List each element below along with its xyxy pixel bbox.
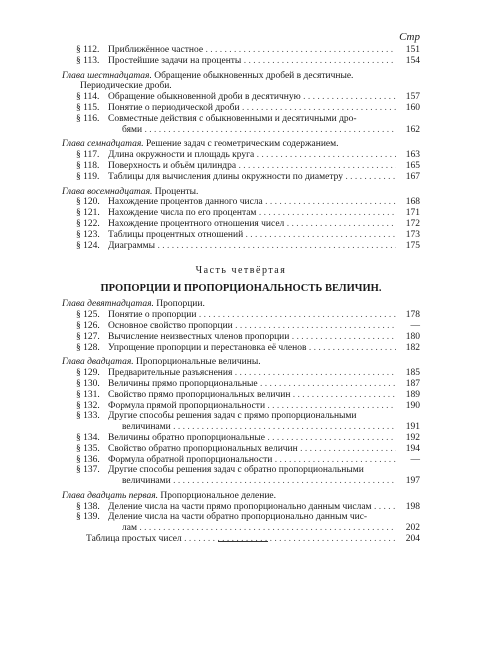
toc-entry-continuation: [62, 523, 420, 534]
toc-entry: [62, 379, 420, 390]
page-number: 189: [405, 389, 420, 400]
toc-entry: [62, 534, 420, 545]
section-title: Предварительные разъяснения . . .: [108, 368, 396, 379]
section-number: § 128.: [76, 342, 100, 353]
page-number: 194: [405, 443, 420, 454]
page-number: 171: [405, 208, 420, 219]
toc-entry: [62, 150, 420, 161]
section-title: Деление числа на части прямо пропорционально данным числам . . .: [108, 502, 396, 513]
page-number: 198: [405, 501, 420, 512]
toc-entry-continuation: [62, 125, 420, 136]
toc-entry: [62, 390, 420, 401]
chapter-label: Глава девятнадцатая.: [62, 299, 154, 310]
page-number: —: [410, 320, 420, 331]
toc-entry: [62, 219, 420, 230]
section-title: Формула обратной пропорциональности . . .: [108, 455, 396, 466]
chapter-heading: [62, 187, 420, 198]
section-number: § 117.: [76, 150, 100, 161]
page-number: 167: [405, 171, 420, 182]
section-number: § 127.: [76, 331, 100, 342]
section-number: § 138.: [76, 501, 100, 512]
toc-entry: [62, 56, 420, 67]
chapter-title: Пропорции.: [156, 299, 205, 310]
section-title: Диаграммы . . .: [108, 241, 396, 252]
section-number: § 114.: [76, 92, 100, 103]
section-number: § 134.: [76, 432, 100, 443]
page-number: 163: [405, 150, 420, 161]
section-number: § 115.: [76, 102, 100, 113]
page-number: 180: [405, 331, 420, 342]
section-title: Другие способы решения задач с обратно пропорциональными: [108, 465, 364, 476]
section-title: Понятие о периодической дроби . . .: [108, 103, 396, 114]
chapter-label: Глава шестнадцатая.: [62, 70, 152, 81]
section-number: § 139.: [76, 512, 100, 523]
section-number: § 112.: [76, 45, 100, 55]
toc-entry: [62, 502, 420, 513]
page-number: 191: [405, 422, 420, 433]
chapter-label: Глава семнадцатая.: [62, 139, 144, 150]
page-number: 204: [405, 534, 420, 545]
chapter-label: Глава двадцатая.: [62, 357, 134, 368]
page-column-header: Стр: [399, 31, 420, 43]
toc-entry: [62, 465, 420, 476]
section-title: Вычисление неизвестных членов пропорции . . .: [108, 332, 396, 343]
page-number: 197: [405, 476, 420, 487]
section-number: § 113.: [76, 55, 100, 66]
page-number: 173: [405, 229, 420, 240]
section-title-continuation: бями . . .: [122, 125, 396, 136]
section-title-continuation: величинами . . .: [122, 476, 396, 487]
chapter-title: Пропорциональные величины.: [136, 357, 261, 368]
section-title: Деление числа на части обратно пропорционально данным чис-: [108, 512, 368, 523]
section-title: Величины обратно пропорциональные . . .: [108, 433, 396, 444]
toc-entry: [62, 343, 420, 354]
page-number: 151: [405, 45, 420, 55]
toc-entry: [62, 230, 420, 241]
section-title: Другие способы решения задач с прямо пропорциональными: [108, 411, 357, 422]
page-number: 162: [405, 124, 420, 135]
toc-entry: [62, 455, 420, 466]
page-number: 187: [405, 378, 420, 389]
section-title: Обращение обыкновенной дроби в десятичную . . .: [108, 92, 396, 103]
section-number: § 116.: [76, 113, 100, 124]
toc-entry: [62, 114, 420, 125]
chapter-heading: [62, 139, 420, 150]
chapter-heading: [62, 491, 420, 502]
section-number: § 120.: [76, 197, 100, 208]
section-number: § 133.: [76, 411, 100, 422]
toc-entry: [62, 161, 420, 172]
section-title: Приближённое частное . . .: [108, 45, 396, 56]
section-title-continuation: величинами . . .: [122, 422, 396, 433]
chapter-heading: [62, 71, 420, 82]
section-title: Нахождение процентов данного числа . . .: [108, 197, 396, 208]
chapter-label: Глава восемнадцатая.: [62, 186, 153, 197]
chapter-heading: [62, 299, 420, 310]
toc-entry: [62, 512, 420, 523]
chapter-title-continuation: Периодические дроби.: [80, 81, 172, 92]
section-title: Совместные действия с обыкновенными и десятичными дро-: [108, 113, 357, 124]
toc-entry-continuation: [62, 476, 420, 487]
section-title: Поверхность и объём цилиндра . . .: [108, 161, 396, 172]
toc-entry: [62, 103, 420, 114]
toc-entry: [62, 172, 420, 183]
section-title: Понятие о пропорции . . .: [108, 310, 396, 321]
section-number: § 132.: [76, 400, 100, 411]
toc-entry: [62, 241, 420, 252]
section-title: Таблицы процентных отношений . . .: [108, 230, 396, 241]
section-title: Упрощение пропорции и перестановка её членов . . .: [108, 343, 396, 354]
chapter-title: Решение задач с геометрическим содержанием.: [146, 139, 339, 150]
page-number: —: [410, 454, 420, 465]
chapter-title: Пропорциональное деление.: [160, 490, 277, 501]
section-title: Свойство прямо пропорциональных величин . . .: [108, 390, 396, 401]
chapter-label: Глава двадцать первая.: [62, 490, 159, 501]
page-number: 165: [405, 160, 420, 171]
section-number: § 130.: [76, 378, 100, 389]
toc-entry: [62, 321, 420, 332]
toc-entry: [62, 310, 420, 321]
toc-entry-continuation: [62, 422, 420, 433]
section-number: § 126.: [76, 320, 100, 331]
toc-entry: [62, 368, 420, 379]
section-number: § 129.: [76, 368, 100, 379]
section-title: Величины прямо пропорциональные . . .: [108, 379, 396, 390]
section-title: Свойство обратно пропорциональных величин . . .: [108, 444, 396, 455]
toc-entry: [62, 197, 420, 208]
toc-entry: [62, 433, 420, 444]
section-title: Таблицы для вычисления длины окружности по диаметру . . .: [108, 172, 396, 183]
page-number: 160: [405, 102, 420, 113]
toc-entry: [62, 208, 420, 219]
section-number: § 131.: [76, 389, 100, 400]
toc-entry: [62, 332, 420, 343]
end-rule: [218, 541, 268, 542]
section-title-continuation: лам . . .: [122, 523, 396, 534]
chapter-title: Проценты.: [154, 186, 199, 197]
section-title: Таблица простых чисел . . .: [86, 534, 396, 545]
section-number: § 118.: [76, 160, 100, 171]
toc-entry: [62, 401, 420, 412]
page-number: 157: [405, 92, 420, 103]
page-number: 202: [405, 523, 420, 534]
chapter-heading: [62, 357, 420, 368]
section-title: Основное свойство пропорции . . .: [108, 321, 396, 332]
page-number: 178: [405, 310, 420, 321]
part-title: ПРОПОРЦИИ И ПРОПОРЦИОНАЛЬНОСТЬ ВЕЛИЧИН.: [100, 283, 382, 295]
section-number: § 125.: [76, 310, 100, 321]
toc-entry: [62, 411, 420, 422]
section-title: Нахождение числа по его процентам . . .: [108, 208, 396, 219]
section-number: § 136.: [76, 454, 100, 465]
section-title: Длина окружности и площадь круга . . .: [108, 150, 396, 161]
section-number: § 137.: [76, 465, 100, 476]
section-title: Формула прямой пропорциональности . . .: [108, 401, 396, 412]
section-number: § 121.: [76, 208, 100, 219]
section-number: § 135.: [76, 443, 100, 454]
table-of-contents: [62, 30, 420, 545]
toc-entry: [62, 92, 420, 103]
section-title: Простейшие задачи на проценты . . .: [108, 56, 396, 67]
page-number: 192: [405, 432, 420, 443]
toc-entry: [62, 45, 420, 56]
page-number: 168: [405, 197, 420, 208]
part-label: Часть четвёртая: [195, 265, 287, 277]
page-number: 182: [405, 342, 420, 353]
page-number: 172: [405, 218, 420, 229]
page-number: 154: [405, 55, 420, 66]
section-number: § 122.: [76, 218, 100, 229]
section-title: Нахождение процентного отношения чисел . . .: [108, 219, 396, 230]
page-number: 175: [405, 240, 420, 251]
page-number: 190: [405, 400, 420, 411]
chapter-title: Обращение обыкновенных дробей в десятичные.: [154, 70, 354, 81]
section-number: § 119.: [76, 171, 100, 182]
toc-entry: [62, 444, 420, 455]
page-number: 185: [405, 368, 420, 379]
section-number: § 124.: [76, 240, 100, 251]
section-number: § 123.: [76, 229, 100, 240]
